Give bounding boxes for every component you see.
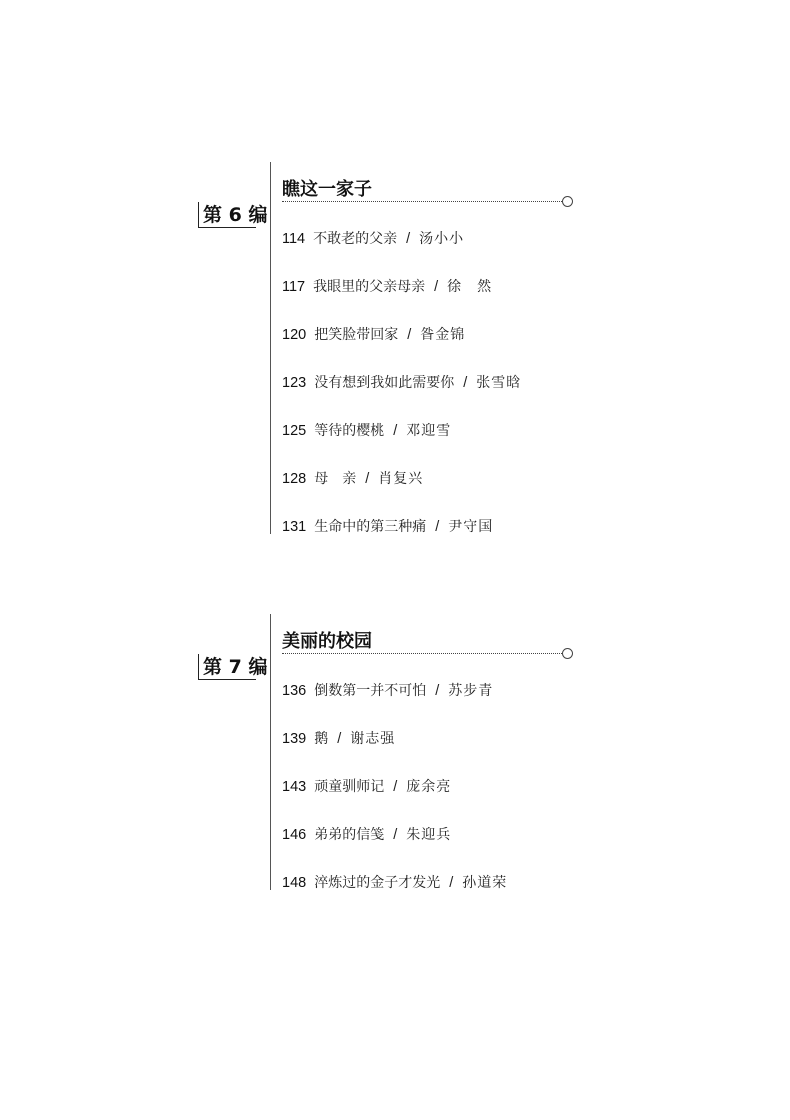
separator: /: [337, 731, 342, 747]
page-number: 128: [282, 471, 307, 487]
separator: /: [393, 423, 398, 439]
toc-entry[interactable]: [282, 228, 521, 276]
part-label-text: 第 6 编: [203, 204, 268, 226]
entry-title: 鹅: [314, 731, 329, 747]
toc-entry[interactable]: [282, 728, 507, 776]
entry-title: 顽童驯师记: [314, 779, 385, 795]
entry-author: 邓迎雪: [406, 423, 452, 439]
toc-entry[interactable]: [282, 324, 521, 372]
toc-entry[interactable]: [282, 776, 507, 824]
entry-title: 没有想到我如此需要你: [314, 375, 455, 391]
toc-entry[interactable]: [282, 372, 521, 420]
entry-title: 不敢老的父亲: [313, 231, 398, 247]
separator: /: [449, 875, 454, 891]
separator: /: [434, 279, 439, 295]
entry-author: 谢志强: [350, 731, 396, 747]
page-number: 139: [282, 731, 307, 747]
page-number: 146: [282, 827, 307, 843]
entry-author: 尹守国: [448, 519, 494, 535]
toc-entry[interactable]: [282, 680, 507, 728]
toc-entry[interactable]: [282, 420, 521, 468]
entry-author: 肖复兴: [378, 471, 424, 487]
page-number: 143: [282, 779, 307, 795]
entry-title: 等待的樱桃: [314, 423, 385, 439]
entry-title: 母 亲: [314, 471, 357, 487]
separator: /: [463, 375, 468, 391]
entry-title: 弟弟的信笺: [314, 827, 385, 843]
dotted-rule: [282, 653, 562, 654]
separator: /: [393, 827, 398, 843]
toc-entry[interactable]: [282, 516, 521, 564]
section-title: 美丽的校园: [282, 631, 372, 652]
entry-title: 生命中的第三种痛: [314, 519, 427, 535]
dotted-rule: [282, 201, 562, 202]
separator: /: [407, 327, 412, 343]
separator: /: [435, 683, 440, 699]
entry-author: 张雪晗: [476, 375, 522, 391]
separator: /: [365, 471, 370, 487]
toc-entry[interactable]: [282, 276, 521, 324]
entry-author: 孙道荣: [462, 875, 508, 891]
separator: /: [435, 519, 440, 535]
dotted-rule-end-circle: [562, 648, 573, 659]
page-number: 131: [282, 519, 307, 535]
entry-title: 把笑脸带回家: [314, 327, 399, 343]
page-number: 117: [282, 279, 306, 295]
page-number: 120: [282, 327, 307, 343]
page-number: 114: [282, 231, 306, 247]
section-title: 瞧这一家子: [282, 179, 372, 200]
toc-entry[interactable]: [282, 468, 521, 516]
part-label: [198, 654, 268, 680]
dotted-rule-end-circle: [562, 196, 573, 207]
entry-author: 汤小小: [419, 231, 465, 247]
separator: /: [393, 779, 398, 795]
page-number: 125: [282, 423, 307, 439]
entry-list: [282, 228, 521, 564]
toc-entry[interactable]: [282, 872, 507, 920]
entry-author: 昝金锦: [420, 327, 466, 343]
section-vertical-rule: [270, 162, 271, 534]
entry-author: 庞余亮: [406, 779, 452, 795]
entry-title: 淬炼过的金子才发光: [314, 875, 441, 891]
page-number: 148: [282, 875, 307, 891]
toc-entry[interactable]: [282, 824, 507, 872]
entry-title: 倒数第一并不可怕: [314, 683, 427, 699]
page-number: 136: [282, 683, 307, 699]
page-number: 123: [282, 375, 307, 391]
part-label: [198, 202, 268, 228]
entry-list: [282, 680, 507, 920]
entry-author: 徐 然: [447, 279, 493, 295]
entry-author: 朱迎兵: [406, 827, 452, 843]
entry-title: 我眼里的父亲母亲: [313, 279, 426, 295]
separator: /: [406, 231, 411, 247]
part-label-text: 第 7 编: [203, 656, 268, 678]
entry-author: 苏步青: [448, 683, 494, 699]
section-vertical-rule: [270, 614, 271, 890]
